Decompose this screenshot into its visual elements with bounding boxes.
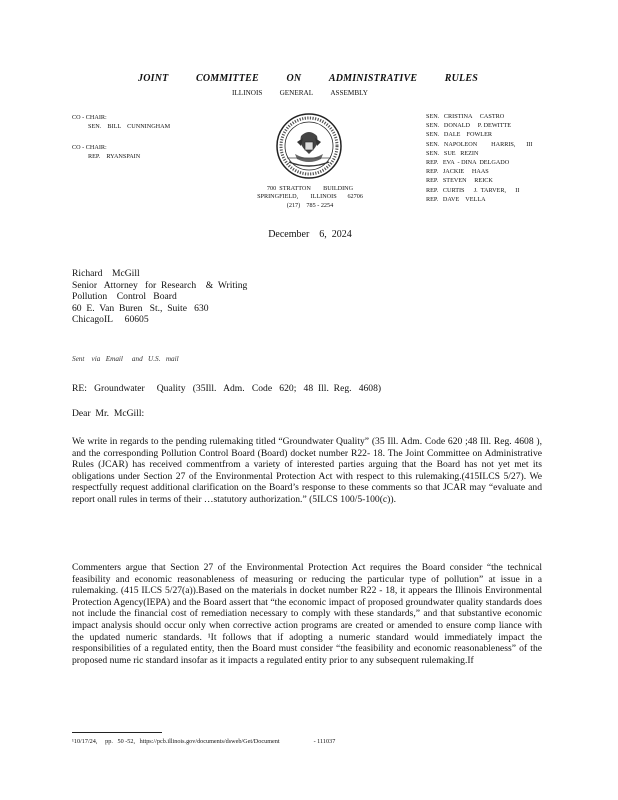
title-word: ADMINISTRATIVE — [328, 73, 418, 84]
address-line: (217) 785 - 2254 — [286, 201, 334, 209]
address-line: SPRINGFIELD, ILLINOIS 62706 — [257, 193, 363, 201]
committee-members — [426, 112, 546, 204]
cochair-senate — [72, 114, 170, 131]
footnote — [72, 738, 335, 745]
recipient-line: Richard McGill — [72, 268, 140, 279]
footnote-divider — [72, 732, 162, 733]
cochair-name: SEN. BILL CUNNINGHAM — [88, 122, 171, 130]
subtitle-word: ASSEMBLY — [330, 89, 368, 97]
address-line: 700 STRATTON BUILDING — [266, 185, 354, 192]
subtitle-word: GENERAL — [279, 89, 314, 97]
footnote-doc-id: - 111037 — [313, 738, 336, 745]
recipient-line: ChicagoIL 60605 — [72, 314, 149, 326]
delivery-method: Sent via Email and U.S. mail — [72, 355, 179, 363]
member-line: REP. CURTIS J. TARVER, II — [426, 186, 520, 194]
member-line: SEN. CRISTINA CASTRO — [426, 113, 505, 120]
title-word: COMMITTEE — [195, 73, 259, 84]
member-line: SEN. NAPOLEON HARRIS, III — [426, 140, 533, 148]
member-line: REP. JACKIE HAAS — [426, 168, 489, 176]
title-word: JOINT — [138, 73, 169, 84]
re-line: RE: Groundwater Quality (35Ill. Adm. Code 620; 48 Ill. Reg. 4608) — [72, 383, 382, 394]
footnote-citation: ¹10/17/24, pp. 50 -52, https://pcb.illinois.gov/documents/dsweb/Get/Document — [72, 738, 280, 745]
cochair-label: CO - CHAIR: — [72, 144, 107, 151]
member-line: REP. STEVEN REICK — [426, 177, 493, 185]
subtitle-word: ILLINOIS — [232, 89, 263, 97]
paragraph-2: Commenters argue that Section 27 of the Environmental Protection Act requires the Board consider “the technical feasibility and economic reasonableness of measuring or reducing the particular type of pollution” at issue in a rulemaking. (415 ILCS 5/27(a)).Based on the materials in docket number R22 - 18, it appears the Illinois Environmental Protection Agency(IEPA) and the Board assert that “the economic impact of proposed groundwater quality standards does not include the financial cost of remediation necessary to comply with these standards,” and that substantive economic impact analysis should occur only when corrective action programs are created or amended to ensure comp liance with the updated numeric standards. ¹It follows that if adopting a numeric standard would immediately impact the responsibilities of a regulated entity, then the Board must consider “the feasibility and economic reasonableness” of the proposed nume ric standard insofar as it impacts a regulated entity prior to any subsequent rulemaking.If — [72, 562, 542, 666]
member-line: SEN. DALE FOWLER — [426, 131, 492, 139]
title-word: ON — [286, 73, 302, 84]
salutation: Dear Mr. McGill: — [72, 408, 145, 419]
recipient-line: Senior Attorney for Research & Writing — [72, 279, 248, 291]
recipient-line: Pollution Control Board — [72, 291, 177, 303]
member-line: SEN. DONALD P. DEWITTE — [426, 122, 512, 130]
committee-address — [240, 185, 380, 210]
committee-title — [138, 73, 478, 84]
cochair-label: CO - CHAIR: — [72, 114, 107, 121]
cochair-name: REP. RYANSPAIN — [88, 152, 141, 160]
title-word: RULES — [444, 73, 478, 84]
recipient-block — [72, 268, 247, 326]
recipient-line: 60 E. Van Buren St., Suite 630 — [72, 302, 209, 314]
letter-date: December 6, 2024 — [268, 229, 352, 240]
cochair-house — [72, 144, 140, 161]
assembly-subtitle — [232, 89, 368, 97]
member-line: REP. EVA - DINA DELGADO — [426, 159, 510, 167]
state-seal-icon — [275, 112, 343, 180]
member-line: REP. DAVE VELLA — [426, 195, 486, 203]
paragraph-1: We write in regards to the pending rulemaking titled “Groundwater Quality” (35 Ill. Adm. Code 620 ;48 Ill. Reg. 4608 ), and the corresponding Pollution Control Board (Board) docket number R22- 18. The Joint Committee on Administrative Rules (JCAR) has received commentfrom a variety of interested parties arguing that the Board has not yet met its obligations under Section 27 of the Environmental Protection Act with respect to this rulemaking.(415ILCS 5/27). We respectfully request additional clarification on the Board’s response to these comments so that JCAR may “evaluate and report onall rules in terms of their …statutory authorization.” (5ILCS 100/5-100(c)). — [72, 436, 542, 505]
member-line: SEN. SUE REZIN — [426, 149, 479, 157]
